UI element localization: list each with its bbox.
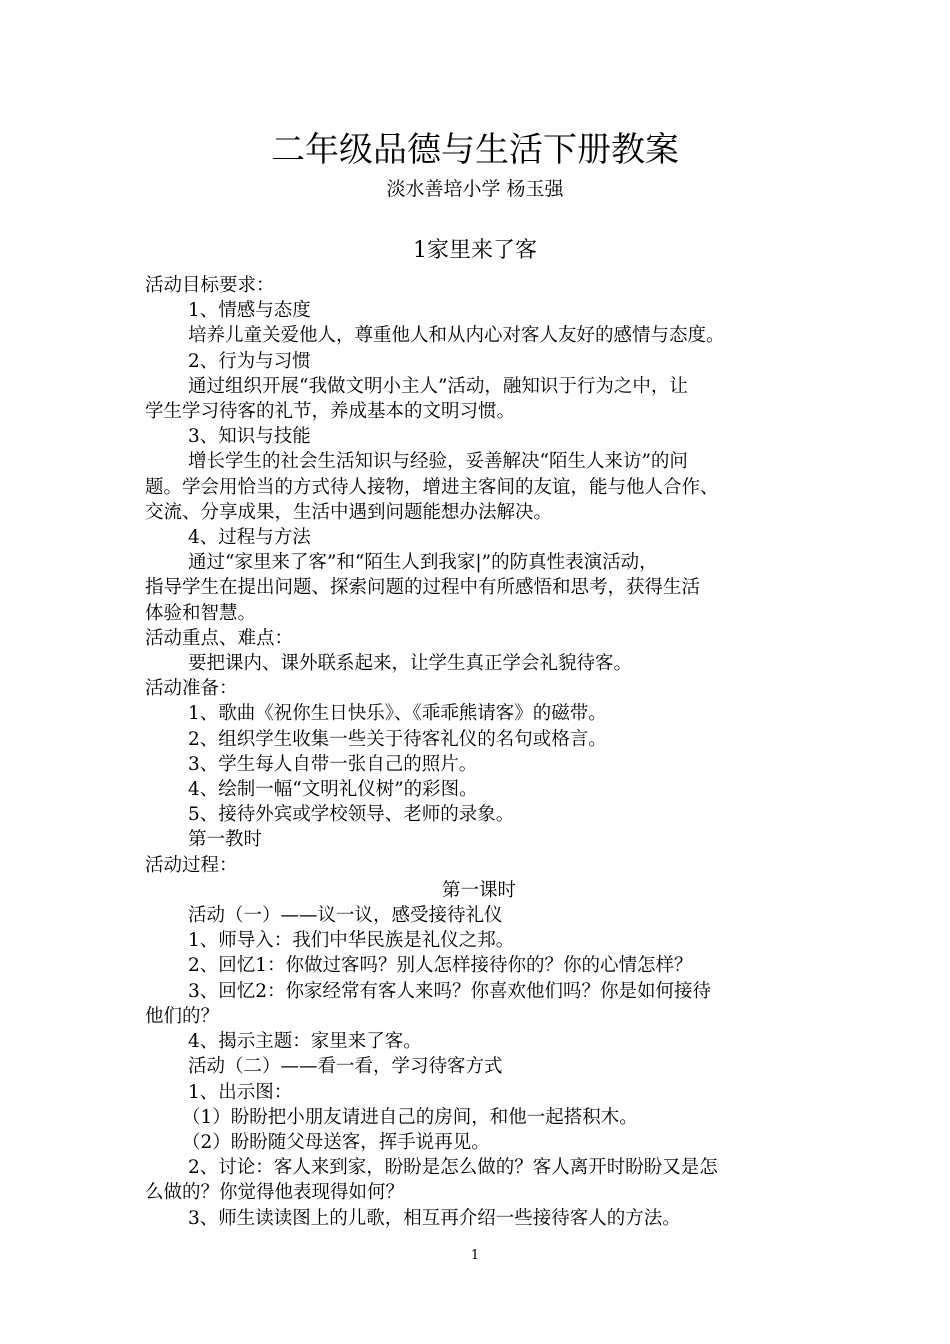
paragraph-line: 要把课内、课外联系起来，让学生真正学会礼貌待客。: [188, 653, 633, 675]
sub-list-item: （2）盼盼随父母送客，挥手说再见。: [182, 1131, 490, 1153]
list-item: 1、歌曲《祝你生日快乐》、《乖乖熊请客》的磁带。: [188, 703, 607, 725]
paragraph-line: 学生学习待客的礼节，养成基本的文明习惯。: [145, 401, 516, 423]
paragraph-line: 通过组织开展“我做文明小主人”活动，融知识于行为之中，让: [188, 375, 688, 397]
subheading: 3、知识与技能: [188, 426, 311, 448]
list-item: 3、学生每人自带一张自己的照片。: [188, 753, 478, 775]
paragraph-line: 增长学生的社会生活知识与经验，妥善解决“陌生人来访”的问: [188, 451, 688, 473]
list-item: 1、师导入：我们中华民族是礼仪之邦。: [188, 930, 515, 952]
list-item: 3、师生读读图上的儿歌，相互再介绍一些接待客人的方法。: [188, 1207, 681, 1229]
paragraph-line: 培养儿童关爱他人，尊重他人和从内心对客人友好的感情与态度。: [188, 325, 725, 347]
sub-list-item: （1）盼盼把小朋友请进自己的房间，和他一起搭积木。: [182, 1106, 638, 1128]
activity-heading: 活动（二）——看一看，学习待客方式: [188, 1056, 503, 1078]
section-heading: 活动目标要求：: [145, 275, 275, 296]
list-item: 2、组织学生收集一些关于待客礼仪的名句或格言。: [188, 728, 607, 750]
page-number: 1: [470, 1248, 480, 1263]
list-item: 2、回忆1：你做过客吗？别人怎样接待你的？你的心情怎样？: [188, 955, 693, 977]
subheading: 1、情感与态度: [188, 300, 311, 322]
lesson-title: 1家里来了客: [413, 238, 537, 263]
subheading: 4、过程与方法: [188, 527, 311, 549]
section-heading: 活动重点、难点：: [145, 627, 294, 649]
activity-heading: 活动（一）——议一议，感受接待礼仪: [188, 905, 503, 927]
subheading: 2、行为与习惯: [188, 350, 311, 372]
paragraph-line: 题。学会用恰当的方式待人接物，增进主客间的友谊，能与他人合作、: [145, 476, 719, 498]
author-line: 淡水善培小学 杨玉强: [386, 178, 564, 200]
list-item: 5、接待外宾或学校领导、老师的录象。: [188, 804, 515, 826]
paragraph-line: 他们的？: [145, 1005, 220, 1027]
section-heading: 活动准备：: [145, 678, 238, 700]
paragraph-line: 指导学生在提出问题、探索问题的过程中有所感悟和思考，获得生活: [145, 577, 701, 599]
list-item: 1、出示图：: [188, 1081, 293, 1103]
list-item: 2、讨论：客人来到家，盼盼是怎么做的？客人离开时盼盼又是怎: [188, 1157, 718, 1179]
list-item: 4、揭示主题：家里来了客。: [188, 1031, 422, 1053]
document-body: [145, 273, 813, 1231]
list-item: 3、回忆2：你家经常有客人来吗？你喜欢他们吗？你是如何接待: [188, 980, 712, 1002]
section-heading: 活动过程：: [145, 854, 238, 876]
paragraph-line: 体验和智慧。: [145, 602, 257, 624]
paragraph-line: 通过“家里来了客”和“陌生人到我家|”的防真性表演活动，: [188, 552, 658, 574]
centered-heading: 第一课时: [441, 879, 516, 901]
paragraph-line: 交流、分享成果，生活中遇到问题能想办法解决。: [145, 501, 553, 523]
document-title: 二年级品德与生活下册教案: [271, 130, 679, 170]
paragraph-line: 么做的？你觉得他表现得如何？: [145, 1182, 405, 1204]
list-item: 4、绘制一幅“文明礼仪树”的彩图。: [188, 779, 478, 801]
subheading: 第一教时: [188, 829, 263, 851]
